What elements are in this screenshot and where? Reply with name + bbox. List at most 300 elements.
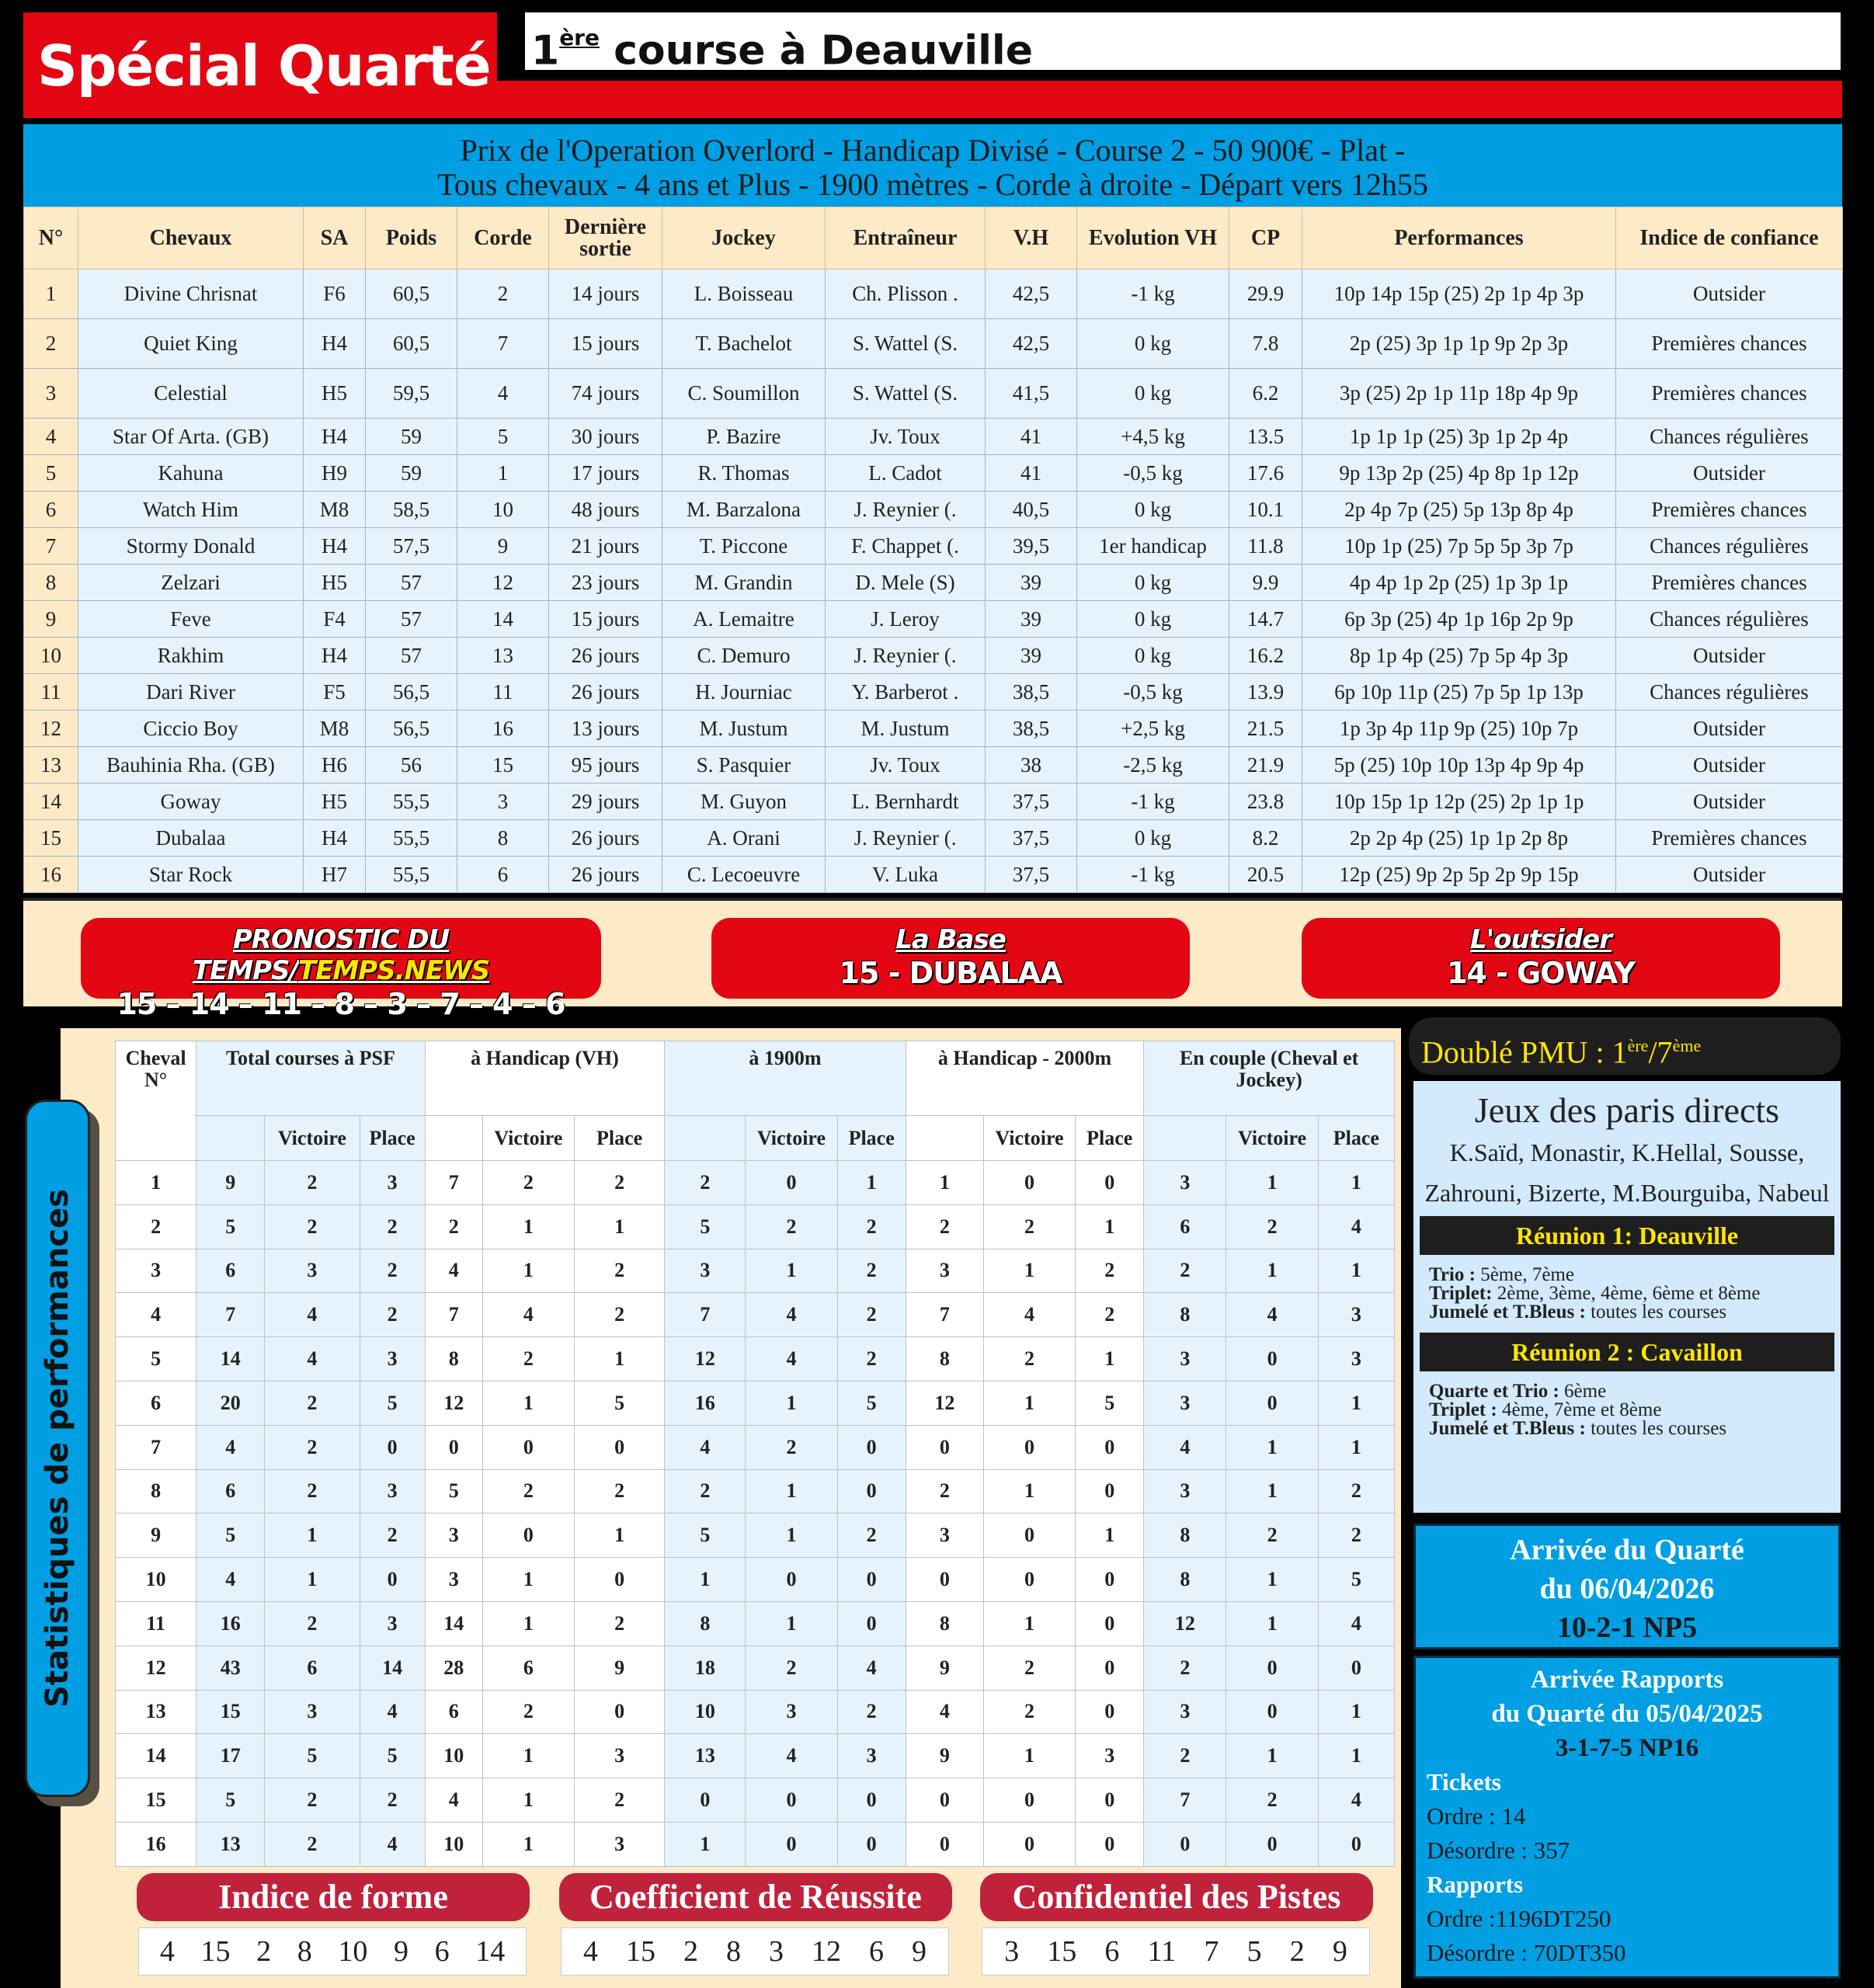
runner-row <box>24 784 1843 820</box>
stats-cell: 2 <box>425 1204 482 1249</box>
stats-cell: 2 <box>575 1601 665 1646</box>
stats-cell: 0 <box>837 1822 906 1866</box>
runner-cell: Bauhinia Rha. (GB) <box>78 747 304 784</box>
runner-cell: P. Bazire <box>662 419 826 455</box>
runner-cell: Ciccio Boy <box>78 711 304 747</box>
stats-cell: 0 <box>1318 1822 1394 1866</box>
stats-cell: 1 <box>983 1381 1075 1425</box>
stats-cell: 2 <box>360 1204 425 1249</box>
runner-cell: 29 jours <box>549 784 662 820</box>
stats-horse-number: 15 <box>116 1778 196 1823</box>
stats-cell: 5 <box>196 1778 265 1823</box>
pronostic-temps-label-b: TEMPS.NEWS <box>297 955 490 986</box>
stats-cell: 2 <box>837 1690 906 1734</box>
stats-cell: 0 <box>1226 1337 1318 1382</box>
stats-cell: 2 <box>575 1778 665 1823</box>
stats-cell: 0 <box>1076 1601 1144 1646</box>
stats-cell: 5 <box>265 1734 360 1778</box>
runner-cell: 30 jours <box>549 419 662 455</box>
runner-cell: 12 <box>24 711 78 747</box>
stats-cell: 2 <box>265 1204 360 1249</box>
stats-cell: 1 <box>1318 1249 1394 1293</box>
stats-cell: 7 <box>425 1293 482 1337</box>
course-number: 1 <box>531 27 560 75</box>
stats-cell: 6 <box>425 1690 482 1734</box>
stats-horse-number: 7 <box>116 1425 196 1469</box>
runner-cell: Chances régulières <box>1616 601 1843 638</box>
runner-cell: Divine Chrisnat <box>78 269 304 319</box>
runner-cell: 26 jours <box>549 820 662 857</box>
runner-cell: 10p 14p 15p (25) 2p 1p 4p 3p <box>1302 269 1616 319</box>
runner-row <box>24 455 1843 492</box>
stats-row <box>116 1690 1395 1734</box>
stats-cell: 10 <box>425 1822 482 1866</box>
stats-cell: 1 <box>746 1381 837 1425</box>
stats-cell: 0 <box>837 1469 906 1514</box>
stats-cell: 2 <box>746 1425 837 1469</box>
stats-cell: 9 <box>906 1734 983 1778</box>
runner-cell: A. Lemaitre <box>662 601 826 638</box>
stats-cell: 0 <box>1076 1425 1144 1469</box>
runner-cell: H7 <box>304 857 366 893</box>
stats-cell: 4 <box>746 1337 837 1382</box>
stats-sub-victoire: Victoire <box>746 1116 837 1161</box>
stats-cell: 2 <box>1226 1778 1318 1823</box>
runner-row <box>24 528 1843 565</box>
stats-cell: 1 <box>1318 1734 1394 1778</box>
pick-number: 14 <box>475 1935 506 1968</box>
r2-jumele-value: toutes les courses <box>1591 1418 1727 1439</box>
stats-cell: 1 <box>1076 1204 1144 1249</box>
runner-cell: 57 <box>366 565 457 601</box>
stats-horse-number: 6 <box>116 1381 196 1425</box>
runners-col-header: Evolution VH <box>1077 207 1229 269</box>
stats-cell: 1 <box>983 1601 1075 1646</box>
runner-cell: 7 <box>457 319 549 369</box>
stats-cell: 4 <box>906 1690 983 1734</box>
stats-cell: 2 <box>1076 1249 1144 1293</box>
runner-cell: L. Bernhardt <box>826 784 986 820</box>
r1-triplet-key: Triplet: <box>1429 1283 1497 1304</box>
stats-cell: 0 <box>1226 1690 1318 1734</box>
runner-cell: C. Soumillon <box>662 369 826 419</box>
stats-row <box>116 1293 1395 1337</box>
runner-cell: -0,5 kg <box>1077 455 1229 492</box>
stats-cell: 2 <box>1226 1204 1318 1249</box>
r1-jumele <box>1429 1303 1828 1322</box>
pick-number: 6 <box>869 1935 884 1968</box>
runner-cell: T. Bachelot <box>662 319 826 369</box>
stats-cell: 2 <box>1144 1646 1226 1690</box>
stats-cell: 4 <box>746 1293 837 1337</box>
runner-cell: 7 <box>24 528 78 565</box>
stats-cell: 4 <box>196 1425 265 1469</box>
stats-cell: 5 <box>837 1381 906 1425</box>
runner-cell: 8p 1p 4p (25) 7p 5p 4p 3p <box>1302 638 1616 674</box>
stats-cell: 3 <box>1144 1161 1226 1205</box>
runner-cell: 16 <box>457 711 549 747</box>
stats-cell: 8 <box>665 1601 746 1646</box>
runners-col-header: CP <box>1229 207 1302 269</box>
stats-horse-number: 12 <box>116 1646 196 1690</box>
runner-cell: H4 <box>304 638 366 674</box>
runners-col-header: Corde <box>457 207 549 269</box>
stats-cell: 2 <box>983 1690 1075 1734</box>
stats-cell: 12 <box>906 1381 983 1425</box>
runner-cell: 4p 4p 1p 2p (25) 1p 3p 1p <box>1302 565 1616 601</box>
stats-cell: 2 <box>665 1161 746 1205</box>
stats-cell: 0 <box>837 1558 906 1602</box>
runner-cell: 0 kg <box>1077 492 1229 528</box>
runners-col-header: Dernière sortie <box>549 207 662 269</box>
pick-number: 4 <box>159 1935 175 1968</box>
stats-cell: 0 <box>1144 1822 1226 1866</box>
stats-cell: 1 <box>265 1514 360 1558</box>
stats-cell: 3 <box>265 1249 360 1293</box>
stats-cell: 2 <box>265 1381 360 1425</box>
runner-cell: S. Wattel (S. <box>826 319 986 369</box>
stats-cell: 14 <box>196 1337 265 1382</box>
stats-cell: 1 <box>1226 1249 1318 1293</box>
pronostic-temps-label-a: PRONOSTIC DU TEMPS/ <box>192 924 450 986</box>
pick-number: 8 <box>297 1935 312 1968</box>
runner-cell: H4 <box>304 820 366 857</box>
runner-cell: 10p 15p 1p 12p (25) 2p 1p 1p <box>1302 784 1616 820</box>
stats-cell: 12 <box>1144 1601 1226 1646</box>
runner-cell: 74 jours <box>549 369 662 419</box>
stats-cell: 4 <box>425 1249 482 1293</box>
runner-cell: -2,5 kg <box>1077 747 1229 784</box>
runner-cell: -1 kg <box>1077 857 1229 893</box>
runner-cell: 11 <box>457 674 549 711</box>
runner-cell: 17.6 <box>1229 455 1302 492</box>
runner-cell: H. Journiac <box>662 674 826 711</box>
runner-cell: 48 jours <box>549 492 662 528</box>
runner-cell: 55,5 <box>366 820 457 857</box>
runner-cell: F6 <box>304 269 366 319</box>
runner-cell: L. Cadot <box>826 455 986 492</box>
stats-cell: 5 <box>360 1734 425 1778</box>
runner-cell: 56,5 <box>366 674 457 711</box>
stats-cell: 14 <box>360 1646 425 1690</box>
stats-cell: 2 <box>1318 1514 1394 1558</box>
runner-cell: F4 <box>304 601 366 638</box>
runner-cell: 13 <box>457 638 549 674</box>
stats-cell: 2 <box>482 1469 574 1514</box>
stats-cell: 2 <box>360 1514 425 1558</box>
runner-cell: Ch. Plisson . <box>826 269 986 319</box>
runner-cell: 14 <box>457 601 549 638</box>
runner-cell: 13.9 <box>1229 674 1302 711</box>
stats-col-cheval: Cheval N° <box>116 1041 196 1161</box>
stats-sub-victoire: Victoire <box>265 1116 360 1161</box>
r1-trio <box>1429 1266 1828 1284</box>
runner-cell: +4,5 kg <box>1077 419 1229 455</box>
double-sup-2: ème <box>1672 1036 1702 1055</box>
runner-cell: R. Thomas <box>662 455 826 492</box>
runner-row <box>24 638 1843 674</box>
stats-sub-place: Place <box>575 1116 665 1161</box>
stats-sub-total <box>196 1116 265 1161</box>
runner-cell: 1 <box>24 269 78 319</box>
stats-cell: 5 <box>196 1514 265 1558</box>
stats-cell: 3 <box>906 1514 983 1558</box>
stats-cell: 3 <box>837 1734 906 1778</box>
indice-de-forme-values <box>138 1927 527 1976</box>
stats-cell: 1 <box>746 1514 837 1558</box>
pick-number: 7 <box>1204 1935 1219 1968</box>
stats-cell: 1 <box>1226 1734 1318 1778</box>
runner-row <box>24 711 1843 747</box>
indice-de-forme-title: Indice de forme <box>137 1873 530 1921</box>
runner-cell: Outsider <box>1616 784 1843 820</box>
runner-cell: 21.5 <box>1229 711 1302 747</box>
runner-cell: J. Reynier (. <box>826 820 986 857</box>
stats-row <box>116 1558 1395 1602</box>
runner-cell: 23.8 <box>1229 784 1302 820</box>
runner-cell: 60,5 <box>366 319 457 369</box>
runner-cell: Outsider <box>1616 638 1843 674</box>
runner-cell: M. Justum <box>662 711 826 747</box>
stats-cell: 0 <box>983 1778 1075 1823</box>
runner-cell: 6 <box>24 492 78 528</box>
runner-cell: 6p 3p (25) 4p 1p 16p 2p 9p <box>1302 601 1616 638</box>
runners-col-header: Performances <box>1302 207 1616 269</box>
runners-col-header: N° <box>24 207 78 269</box>
runner-cell: 13 jours <box>549 711 662 747</box>
stats-row <box>116 1822 1395 1866</box>
runner-cell: 26 jours <box>549 638 662 674</box>
stats-cell: 1 <box>1318 1690 1394 1734</box>
runner-cell: 23 jours <box>549 565 662 601</box>
stats-cell: 3 <box>360 1337 425 1382</box>
stats-cell: 2 <box>837 1204 906 1249</box>
stats-cell: 0 <box>1076 1778 1144 1823</box>
outsider-pill <box>1302 918 1780 999</box>
runner-cell: 26 jours <box>549 674 662 711</box>
rapports-box <box>1413 1656 1841 1979</box>
stats-cell: 1 <box>482 1601 574 1646</box>
stats-cell: 4 <box>265 1337 360 1382</box>
runner-cell: 15 jours <box>549 601 662 638</box>
stats-cell: 3 <box>1144 1690 1226 1734</box>
runner-cell: 13 <box>24 747 78 784</box>
stats-cell: 4 <box>837 1646 906 1690</box>
stats-cell: 3 <box>665 1249 746 1293</box>
stats-cell: 1 <box>482 1734 574 1778</box>
runner-cell: Kahuna <box>78 455 304 492</box>
stats-cell: 1 <box>575 1204 665 1249</box>
stats-side-label: Statistiques de performances <box>40 1189 75 1708</box>
runner-cell: Star Of Arta. (GB) <box>78 419 304 455</box>
stats-group-couple: En couple (Cheval et Jockey) <box>1144 1041 1395 1116</box>
runner-cell: Outsider <box>1616 269 1843 319</box>
runner-cell: 57,5 <box>366 528 457 565</box>
runner-cell: 15 <box>457 747 549 784</box>
runner-cell: H4 <box>304 528 366 565</box>
runners-col-header: V.H <box>986 207 1077 269</box>
stats-cell: 2 <box>906 1469 983 1514</box>
stats-cell: 3 <box>425 1558 482 1602</box>
stats-cell: 1 <box>1226 1558 1318 1602</box>
runner-cell: Jv. Toux <box>826 419 986 455</box>
r1-trio-value: 5ème, 7ème <box>1480 1264 1574 1285</box>
stats-sub-victoire: Victoire <box>983 1116 1075 1161</box>
stats-cell: 4 <box>665 1425 746 1469</box>
course-venue: course à Deauville <box>614 27 1033 75</box>
stats-cell: 0 <box>746 1161 837 1205</box>
stats-cell: 12 <box>425 1381 482 1425</box>
la-base-label: La Base <box>895 924 1006 955</box>
arrivee-title: Arrivée du Quarté <box>1510 1534 1744 1566</box>
stats-cell: 43 <box>196 1646 265 1690</box>
runner-cell: -1 kg <box>1077 784 1229 820</box>
runner-cell: 13.5 <box>1229 419 1302 455</box>
stats-cell: 5 <box>425 1469 482 1514</box>
stats-horse-number: 2 <box>116 1204 196 1249</box>
runner-cell: S. Wattel (S. <box>826 369 986 419</box>
runner-cell: 1p 1p 1p (25) 3p 1p 2p 4p <box>1302 419 1616 455</box>
runner-cell: C. Demuro <box>662 638 826 674</box>
pick-number: 2 <box>683 1935 698 1968</box>
runner-cell: 20.5 <box>1229 857 1302 893</box>
r2-quarte-value: 6ème <box>1564 1381 1607 1402</box>
runner-cell: 10p 1p (25) 7p 5p 5p 3p 7p <box>1302 528 1616 565</box>
pronostic-temps-value: 15 – 14 – 11 – 8 – 3 – 7 – 4 – 6 <box>116 987 565 1021</box>
runner-row <box>24 565 1843 601</box>
stats-cell: 3 <box>1318 1337 1394 1382</box>
confidentiel-des-pistes-values <box>982 1927 1370 1976</box>
stats-horse-number: 16 <box>116 1822 196 1866</box>
stats-cell: 4 <box>265 1293 360 1337</box>
stats-row <box>116 1469 1395 1514</box>
jeux-paris-panel <box>1413 1081 1841 1513</box>
runner-row <box>24 820 1843 857</box>
stats-cell: 3 <box>1144 1381 1226 1425</box>
runner-cell: M. Grandin <box>662 565 826 601</box>
runner-cell: Premières chances <box>1616 369 1843 419</box>
confidentiel-des-pistes-title: Confidentiel des Pistes <box>980 1873 1373 1921</box>
r2-triplet-value: 4ème, 7ème et 8ème <box>1501 1399 1662 1420</box>
reunion-2-bets <box>1413 1371 1841 1446</box>
stats-cell: 6 <box>265 1646 360 1690</box>
stats-cell: 2 <box>265 1425 360 1469</box>
stats-group-1900m: à 1900m <box>665 1041 906 1116</box>
stats-cell: 3 <box>360 1601 425 1646</box>
stats-row <box>116 1734 1395 1778</box>
stats-group-handicap: à Handicap (VH) <box>425 1041 665 1116</box>
stats-cell: 2 <box>837 1293 906 1337</box>
runners-table-header <box>24 207 1843 269</box>
stats-cell: 4 <box>1226 1293 1318 1337</box>
stats-cell: 5 <box>575 1381 665 1425</box>
stats-cell: 8 <box>425 1337 482 1382</box>
runner-cell: 9p 13p 2p (25) 4p 8p 1p 12p <box>1302 455 1616 492</box>
stats-cell: 3 <box>360 1161 425 1205</box>
runner-row <box>24 857 1843 893</box>
runner-cell: 4 <box>457 369 549 419</box>
stats-cell: 0 <box>1076 1469 1144 1514</box>
stats-cell: 2 <box>482 1690 574 1734</box>
runner-cell: Stormy Donald <box>78 528 304 565</box>
stats-cell: 0 <box>983 1425 1075 1469</box>
stats-cell: 1 <box>482 1778 574 1823</box>
stats-sub-victoire: Victoire <box>1226 1116 1318 1161</box>
stats-cell: 0 <box>1318 1646 1394 1690</box>
pick-number: 3 <box>769 1935 784 1968</box>
pick-number: 2 <box>256 1935 272 1968</box>
stats-cell: 2 <box>360 1249 425 1293</box>
stats-cell: 3 <box>1318 1293 1394 1337</box>
runner-cell: Quiet King <box>78 319 304 369</box>
runner-cell: M. Justum <box>826 711 986 747</box>
stats-cell: 7 <box>196 1293 265 1337</box>
runner-cell: C. Lecoeuvre <box>662 857 826 893</box>
stats-cell: 1 <box>482 1204 574 1249</box>
r1-triplet <box>1429 1284 1828 1303</box>
stats-cell: 1 <box>482 1381 574 1425</box>
stats-cell: 10 <box>425 1734 482 1778</box>
runner-cell: 29.9 <box>1229 269 1302 319</box>
runner-cell: V. Luka <box>826 857 986 893</box>
runner-cell: H4 <box>304 419 366 455</box>
stats-cell: 3 <box>425 1514 482 1558</box>
r2-triplet <box>1429 1401 1828 1420</box>
stats-cell: 2 <box>265 1601 360 1646</box>
pick-number: 15 <box>1047 1935 1077 1968</box>
stats-cell: 0 <box>746 1822 837 1866</box>
stats-cell: 0 <box>360 1425 425 1469</box>
runner-cell: Chances régulières <box>1616 674 1843 711</box>
stats-cell: 5 <box>665 1514 746 1558</box>
r2-jumele <box>1429 1420 1828 1438</box>
pick-number: 6 <box>1104 1935 1120 1968</box>
runner-cell: Premières chances <box>1616 319 1843 369</box>
runner-cell: Outsider <box>1616 711 1843 747</box>
runner-cell: H5 <box>304 784 366 820</box>
stats-cell: 3 <box>575 1734 665 1778</box>
double-label: Doublé PMU : 1 <box>1421 1034 1628 1070</box>
runner-cell: 39 <box>986 565 1077 601</box>
stats-cell: 4 <box>482 1293 574 1337</box>
runners-table <box>23 207 1843 893</box>
stats-cell: 0 <box>983 1558 1075 1602</box>
stats-horse-number: 5 <box>116 1337 196 1382</box>
stats-cell: 2 <box>360 1778 425 1823</box>
stats-horse-number: 1 <box>116 1161 196 1205</box>
stats-row <box>116 1249 1395 1293</box>
stats-cell: 3 <box>1144 1469 1226 1514</box>
stats-row <box>116 1204 1395 1249</box>
stats-horse-number: 9 <box>116 1514 196 1558</box>
runner-cell: -1 kg <box>1077 269 1229 319</box>
runner-cell: 6p 10p 11p (25) 7p 5p 1p 13p <box>1302 674 1616 711</box>
stats-cell: 13 <box>196 1822 265 1866</box>
la-base-pill <box>711 918 1190 999</box>
runner-cell: H4 <box>304 319 366 369</box>
stats-cell: 0 <box>906 1425 983 1469</box>
runner-cell: Zelzari <box>78 565 304 601</box>
rapports-label: Rapports <box>1427 1871 1524 1898</box>
runners-col-header: Poids <box>366 207 457 269</box>
runner-cell: 40,5 <box>986 492 1077 528</box>
stats-cell: 2 <box>265 1778 360 1823</box>
runner-cell: 39 <box>986 601 1077 638</box>
stats-cell: 3 <box>575 1822 665 1866</box>
stats-sub-total <box>1144 1116 1226 1161</box>
runner-cell: H5 <box>304 369 366 419</box>
runner-cell: 5 <box>24 455 78 492</box>
